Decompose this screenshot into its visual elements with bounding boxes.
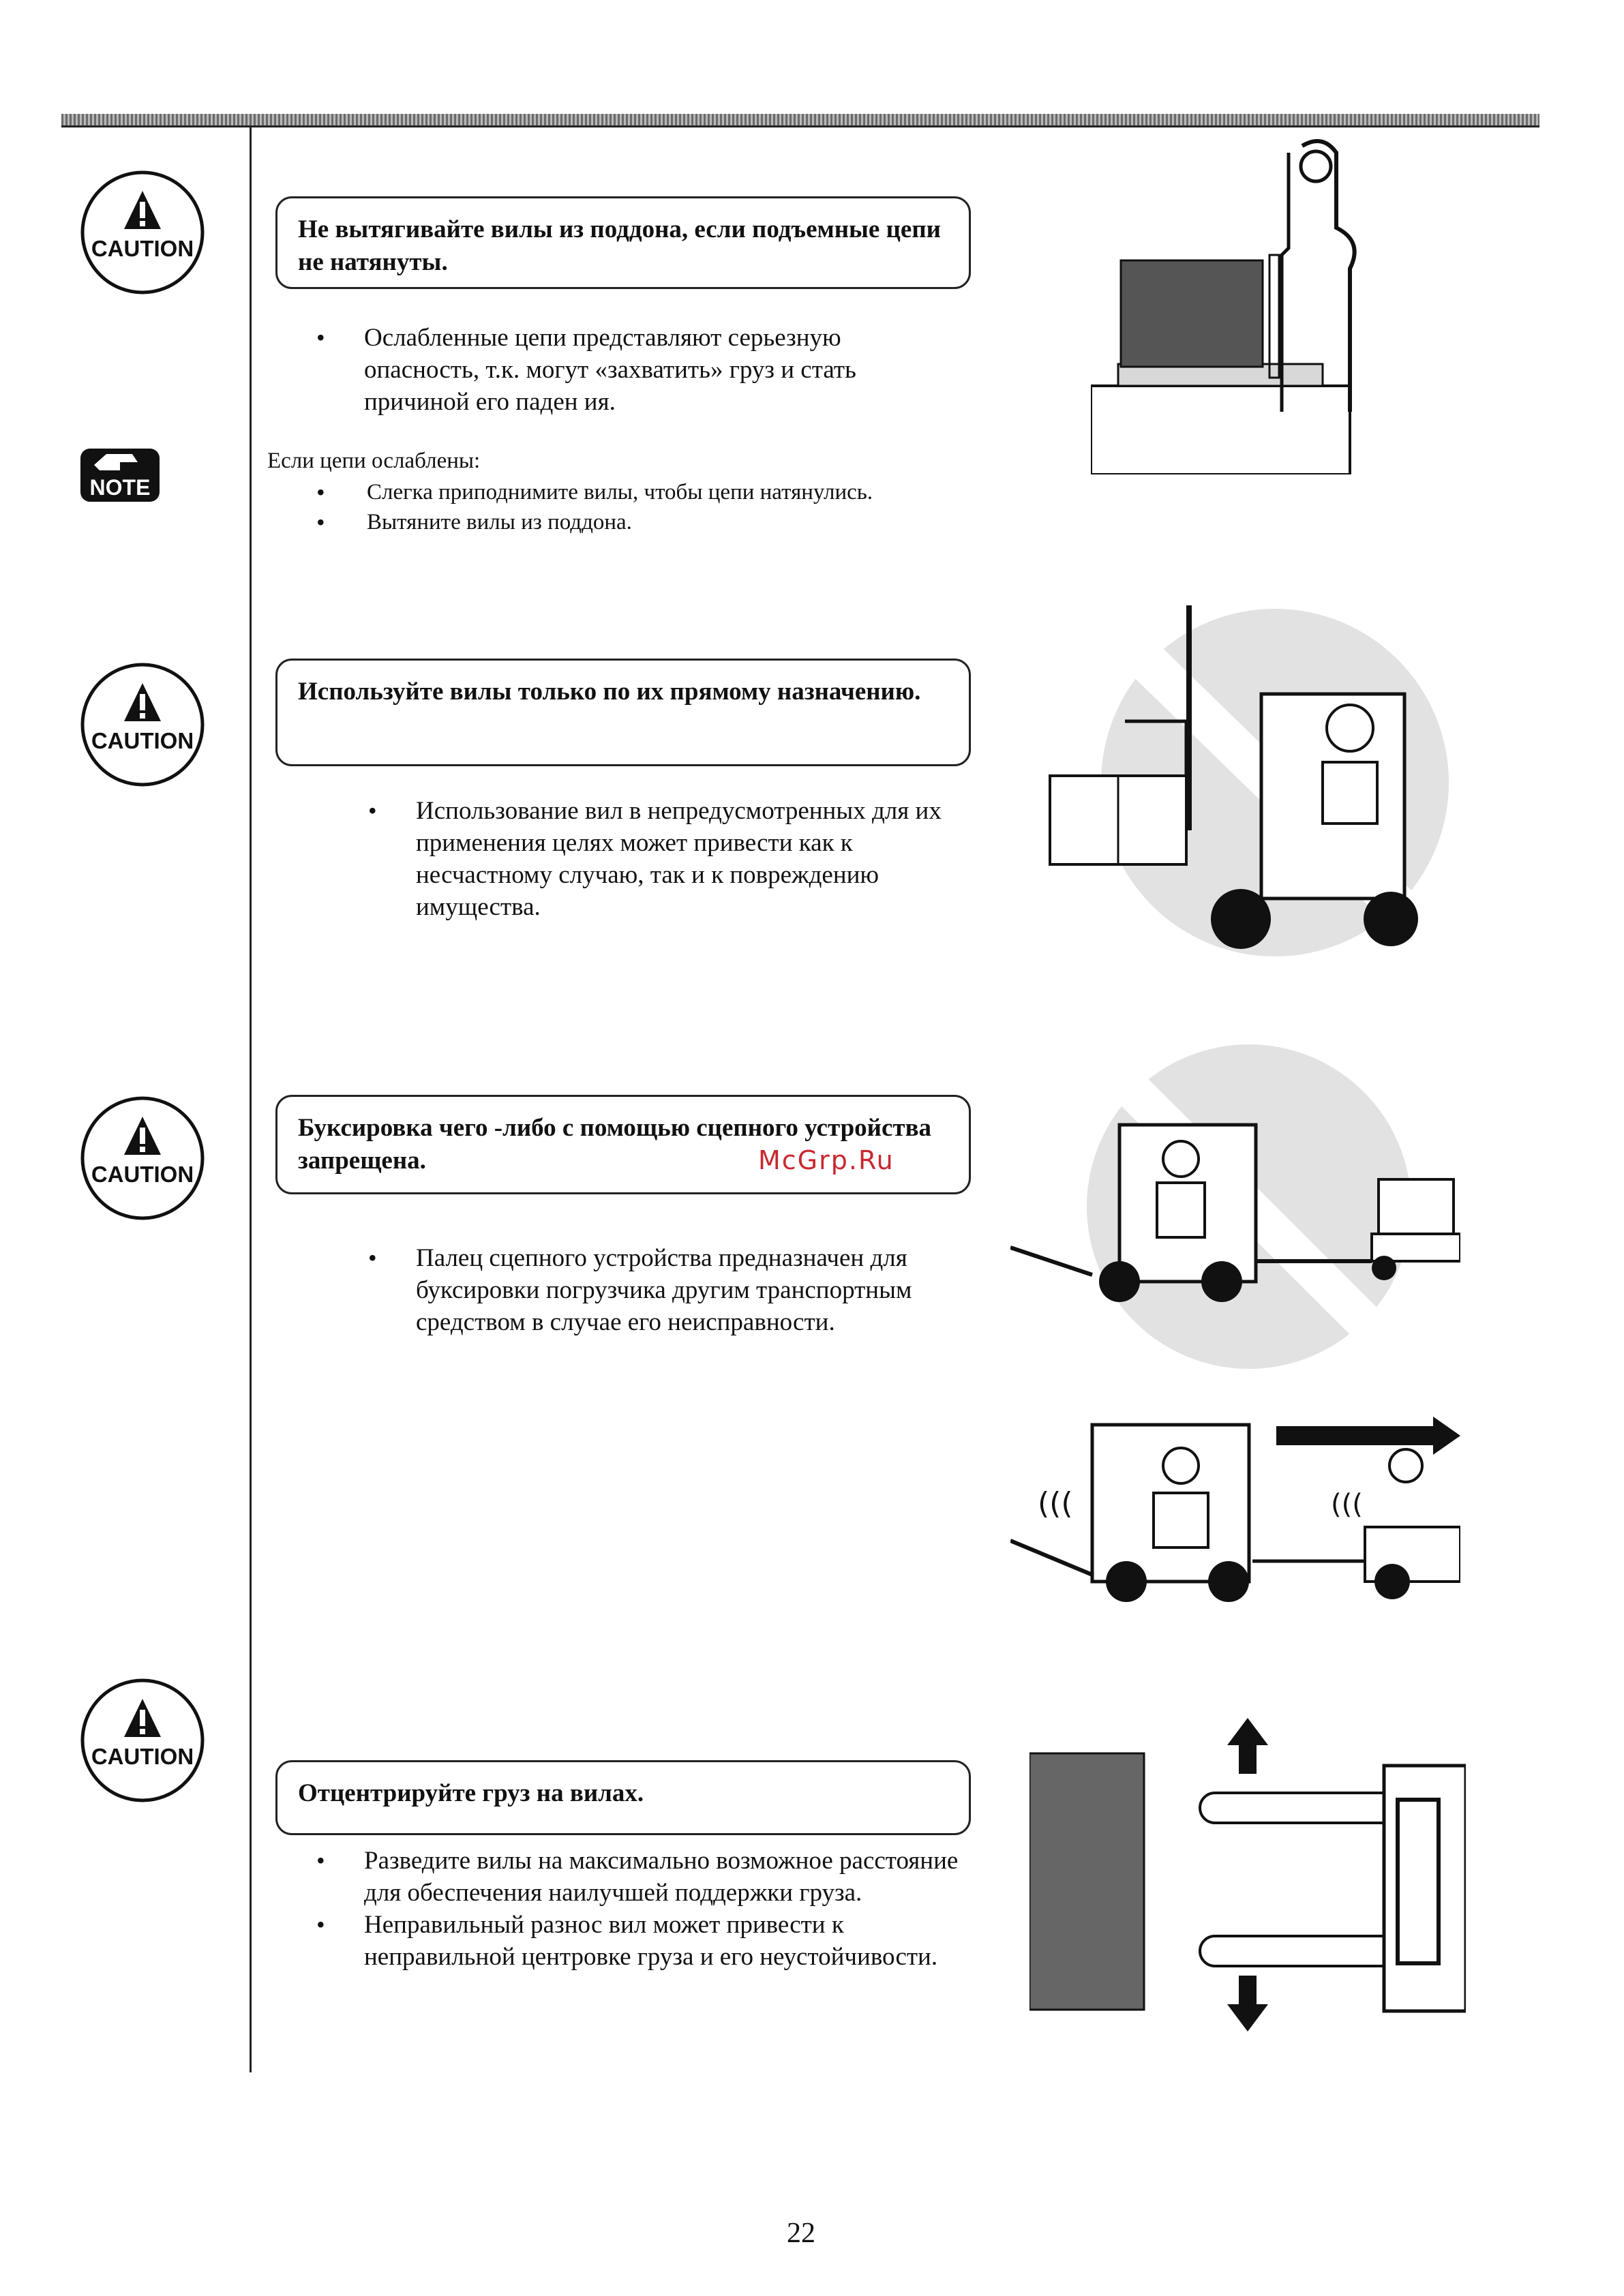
- bullet-list: [311, 1845, 979, 1973]
- caution-title-box: [275, 659, 971, 766]
- note-icon: [79, 447, 161, 503]
- bullet-item: • Ослабленные цепи представляют серьезную опасность, т.к. могут «захватить» груз и стать причиной его паден ия.: [311, 322, 924, 418]
- page-number: 22: [787, 2218, 815, 2249]
- svg-text:CAUTION: CAUTION: [91, 1162, 194, 1187]
- bullet-item: • Неправильный разнос вил может привести к неправильной центровке груза и его неустойчивости.: [311, 1909, 979, 1973]
- note-item: • Вытяните вилы из поддона.: [311, 507, 993, 537]
- svg-text:(((: (((: [1331, 1489, 1363, 1520]
- caution-icon: [79, 1095, 206, 1222]
- bullet-item: • Разведите вилы на максимально возможное расстояние для обеспечения наилучшей поддержки груза.: [311, 1845, 979, 1909]
- caution-title: Используйте вилы только по их прямому назначению.: [298, 678, 921, 706]
- caution-title: Не вытягивайте вилы из поддона, если подъемные цепи не натянуты.: [298, 215, 941, 276]
- watermark: McGrp.Ru: [758, 1145, 894, 1175]
- bullet-list: [363, 795, 976, 923]
- note-list: [311, 477, 993, 537]
- caution-title-box: [275, 196, 971, 289]
- bullet-item: • Использование вил в непредусмотренных для их применения целях может привести как к несчастному случаю, так и к повреждению имущества.: [363, 795, 976, 923]
- forklift-misuse-illustration: [1043, 599, 1466, 957]
- svg-text:CAUTION: CAUTION: [91, 728, 194, 753]
- forklift-being-towed-illustration: [1010, 1411, 1460, 1616]
- caution-title-box: [275, 1095, 971, 1194]
- load-centering-forks-illustration: [1029, 1718, 1466, 2031]
- caution-title: Отцентрируйте груз на вилах.: [298, 1779, 644, 1807]
- svg-text:CAUTION: CAUTION: [91, 236, 194, 261]
- top-rule: [61, 114, 1539, 127]
- caution-icon: [79, 169, 206, 296]
- caution-icon: [79, 1677, 206, 1804]
- svg-text:CAUTION: CAUTION: [91, 1744, 194, 1769]
- forklift-chain-pallet-illustration: [1091, 139, 1473, 474]
- bullet-item: • Палец сцепного устройства предназначен для буксировки погрузчика другим транспортным средством в случае его неисправности.: [363, 1242, 976, 1338]
- caution-title: Буксировка чего -либо с помощью сцепного устройства запрещена.: [298, 1114, 932, 1175]
- svg-text:NOTE: NOTE: [89, 475, 151, 500]
- svg-text:(((: (((: [1038, 1486, 1073, 1521]
- note-intro: Если цепи ослаблены:: [267, 449, 481, 473]
- note-item: • Слегка приподнимите вилы, чтобы цепи натянулись.: [311, 477, 993, 507]
- forklift-towing-prohibited-illustration: [1010, 1036, 1460, 1370]
- caution-title-box: [275, 1760, 971, 1835]
- bullet-list: [363, 1242, 976, 1338]
- bullet-list: [311, 322, 924, 418]
- caution-icon: [79, 661, 206, 788]
- left-margin-rule: [250, 127, 252, 2072]
